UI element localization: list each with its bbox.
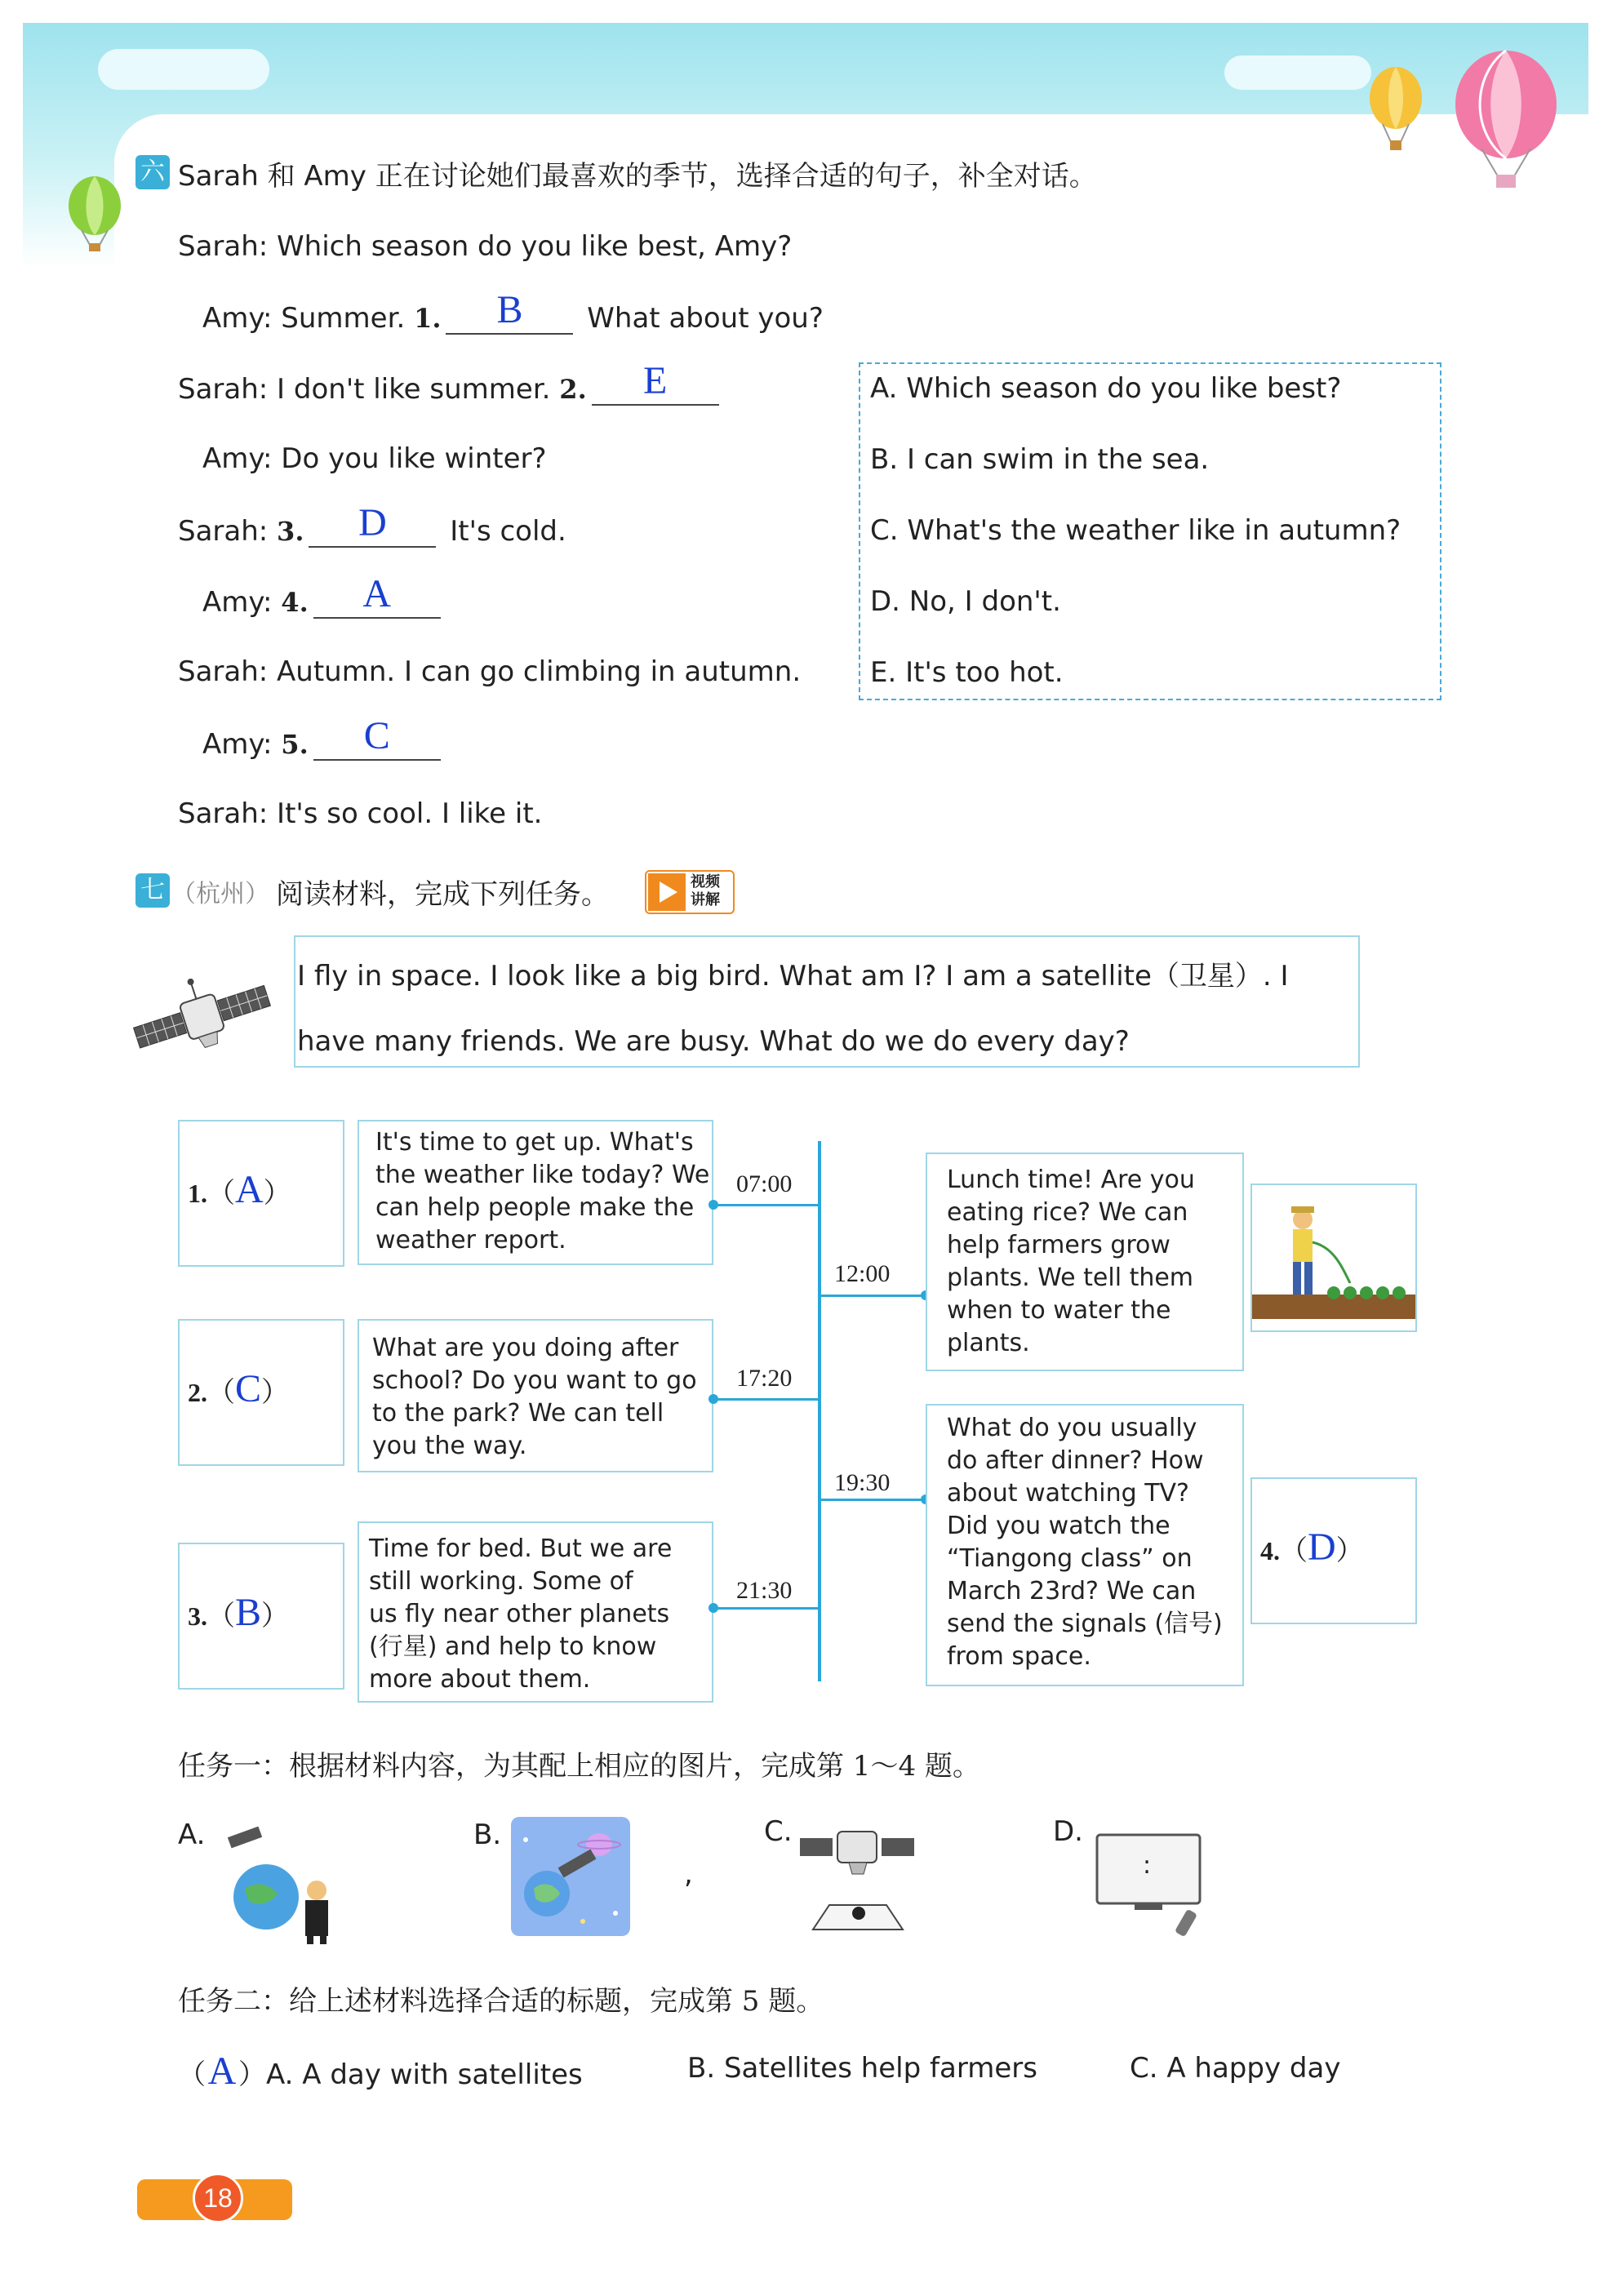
- answer-text: A: [207, 2050, 237, 2093]
- satellite-navigation-icon: [797, 1815, 919, 1938]
- picture-label: B.: [473, 1819, 502, 1851]
- dialogue-line: Amy: Do you like winter?: [202, 442, 547, 475]
- time-label: 19:30: [834, 1469, 891, 1496]
- answer-text: A: [235, 1168, 264, 1211]
- task-one-instruction: 任务一：根据材料内容，为其配上相应的图片，完成第 1～4 题。: [178, 1750, 980, 1783]
- question-number: 3.: [188, 1601, 207, 1631]
- passage-line: have many friends. We are busy. What do we do every day?: [297, 1025, 1130, 1058]
- answer-text: C: [363, 714, 390, 757]
- timeline-connector: [715, 1204, 820, 1206]
- cloud-decoration: [1224, 56, 1371, 90]
- satellite-icon: [131, 973, 278, 1063]
- picture-label: D.: [1053, 1815, 1083, 1848]
- answer-card[interactable]: 1.（A）: [178, 1120, 344, 1267]
- hot-air-balloon-icon: [1363, 65, 1428, 155]
- farmer-watering-icon: [1252, 1185, 1415, 1330]
- timeline-card: Lunch time! Are you eating rice? We can help farmers grow plants. We tell them when to water the plants.: [926, 1152, 1244, 1371]
- timeline-axis: [818, 1141, 821, 1681]
- timeline-card: What do you usually do after dinner? How about watching TV? Did you watch the “Tiangong class” on March 23rd? We can send the signals (信号) from space.: [926, 1404, 1244, 1686]
- answer-text: B: [496, 288, 523, 331]
- timeline-connector: [821, 1295, 927, 1297]
- option-a: A. Which season do you like best?: [870, 372, 1342, 405]
- answer-blank[interactable]: [313, 714, 441, 761]
- timeline-card: Time for bed. But we are still working. Some of us fly near other planets (行星) and help to know more about them.: [358, 1521, 713, 1703]
- farmer-picture: [1250, 1184, 1417, 1332]
- timeline-connector: [715, 1398, 820, 1401]
- hot-air-balloon-icon: [64, 176, 126, 255]
- question-number: 4.: [1260, 1536, 1280, 1565]
- answer-text: C: [235, 1367, 262, 1410]
- dialogue-line: Amy: 5. C: [202, 726, 446, 761]
- section-seven-marker: 七: [135, 873, 170, 908]
- time-label: 12:00: [834, 1260, 891, 1287]
- dialogue-line: Sarah: Which season do you like best, Amy?: [178, 230, 793, 263]
- answer-text: D: [1308, 1525, 1336, 1569]
- earth-weather-reporter-icon: [220, 1815, 343, 1946]
- task-two-instruction: 任务二：给上述材料选择合适的标题，完成第 5 题。: [178, 1985, 824, 2018]
- option-c: C. What's the weather like in autumn?: [870, 514, 1401, 547]
- question-number: 1.: [188, 1179, 207, 1208]
- time-label: 21:30: [736, 1577, 793, 1604]
- timeline-card: What are you doing after school? Do you want to go to the park? We can tell you the way.: [358, 1319, 713, 1472]
- answer-blank[interactable]: [446, 288, 573, 335]
- title-option-a: A. A day with satellites: [266, 2058, 583, 2091]
- time-label: 07:00: [736, 1170, 793, 1197]
- answer-text: B: [235, 1591, 262, 1634]
- dialogue-line: Sarah: Autumn. I can go climbing in autumn.: [178, 655, 802, 688]
- answer-card[interactable]: 3.（B）: [178, 1543, 344, 1690]
- answer-blank[interactable]: [309, 501, 436, 548]
- video-label: 视频: [691, 873, 720, 890]
- timeline-connector: [715, 1607, 820, 1610]
- video-label: 讲解: [691, 891, 720, 908]
- timeline-card: It's time to get up. What's the weather like today? We can help people make the weather report.: [358, 1120, 713, 1265]
- title-option-b: B. Satellites help farmers: [687, 2052, 1037, 2085]
- dialogue-line: Sarah: I don't like summer. 2. E: [178, 371, 724, 406]
- video-lecture-button[interactable]: [645, 870, 735, 914]
- title-choice-line: （A）A. A day with satellites: [178, 2050, 583, 2093]
- page-number: 18: [193, 2173, 243, 2223]
- answer-text: D: [358, 501, 387, 544]
- section-six-marker: 六: [135, 155, 170, 189]
- section-seven-title: 阅读材料，完成下列任务。: [276, 878, 609, 911]
- option-d: D. No, I don't.: [870, 585, 1061, 618]
- dialogue-line: Amy: Summer. 1. B What about you?: [202, 288, 824, 335]
- answer-text: A: [362, 572, 392, 615]
- tv-screen-text: :: [1143, 1851, 1152, 1880]
- option-e: E. It's too hot.: [870, 656, 1064, 689]
- section-six-title: Sarah 和 Amy 正在讨论她们最喜欢的季节，选择合适的句子，补全对话。: [178, 160, 1097, 193]
- passage-line: I fly in space. I look like a big bird. What am I? I am a satellite（卫星）. I: [297, 960, 1289, 993]
- answer-card[interactable]: 4.（D）: [1250, 1477, 1417, 1624]
- play-icon: [648, 873, 686, 911]
- hot-air-balloon-icon: [1449, 49, 1563, 192]
- time-label: 17:20: [736, 1365, 793, 1392]
- section-source: （杭州）: [171, 880, 269, 908]
- picture-label: C.: [764, 1815, 793, 1848]
- dialogue-line: Sarah: 3. D It's cold.: [178, 501, 566, 548]
- dialogue-line: Sarah: It's so cool. I like it.: [178, 797, 543, 830]
- option-b: B. I can swim in the sea.: [870, 443, 1210, 476]
- satellite-in-space-icon: [509, 1815, 632, 1938]
- answer-blank[interactable]: [592, 359, 719, 406]
- answer-blank[interactable]: [313, 572, 441, 619]
- answer-card[interactable]: 2.（C）: [178, 1319, 344, 1466]
- dialogue-line: Amy: 4. A: [202, 584, 446, 619]
- timeline-connector: [821, 1499, 927, 1501]
- title-option-c: C. A happy day: [1130, 2052, 1341, 2085]
- answer-text: E: [643, 359, 668, 402]
- picture-label: A.: [178, 1819, 206, 1851]
- cloud-decoration: [98, 49, 269, 90]
- tv-remote-icon: [1094, 1832, 1216, 1938]
- question-number: 2.: [188, 1378, 207, 1407]
- picture-separator: ,: [684, 1858, 693, 1890]
